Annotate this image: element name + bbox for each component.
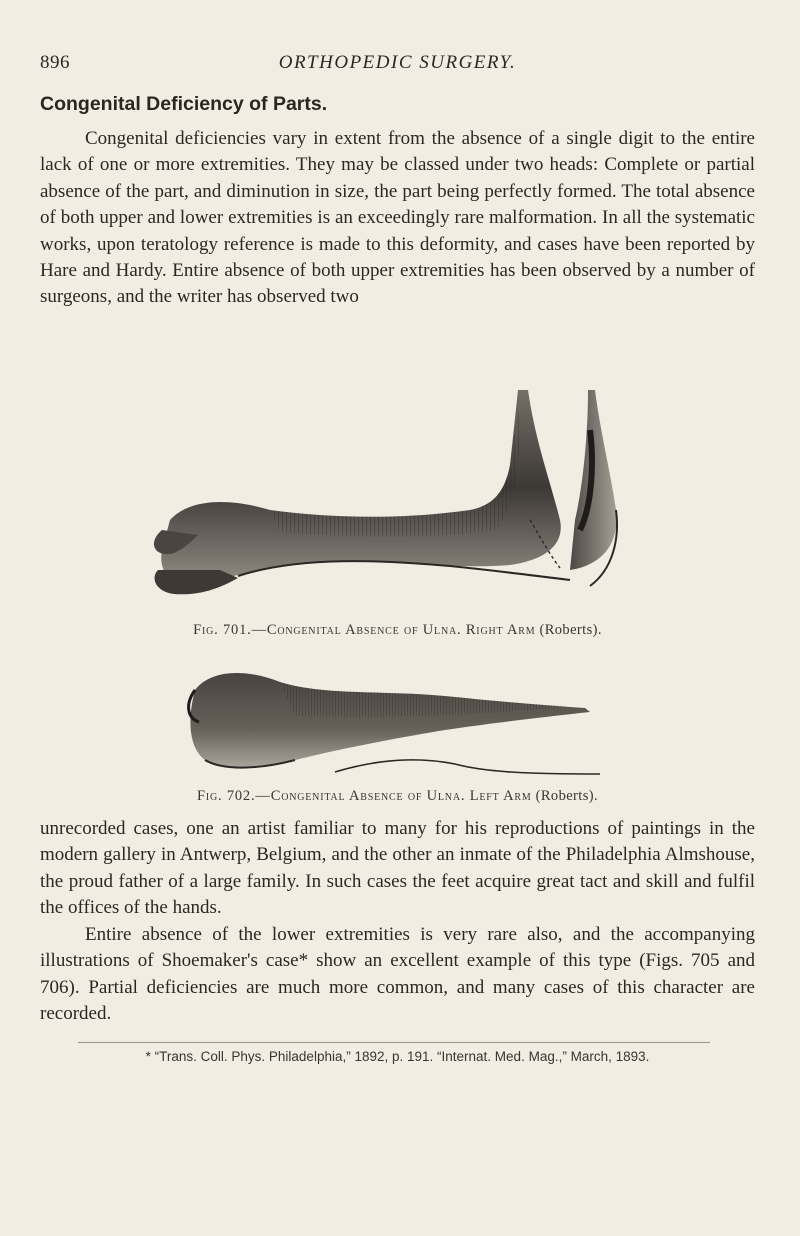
running-title: ORTHOPEDIC SURGERY. [278,52,517,73]
figure-701-caption [40,622,755,639]
figure-702-credit: (Roberts). [535,788,599,804]
figure-701-number: Fig. 701. [193,622,252,638]
page-number: 896 [40,52,70,73]
figure-702-left-arm-illustration [185,660,605,780]
body-paragraph-3: Entire absence of the lower extremities is very rare also, and the accompanying illustrations of Shoemaker's case* show an excellent example of this type (Figs. 705 and 706). Partial deficiencies are much more common, and many cases of this character are recorded. [40,924,755,1025]
body-paragraph-1: Congenital deficiencies vary in extent from the absence of a single digit to the entire lack of one or more extremities. They may be classed under two heads: Complete or partial absence of the part, and diminution in size, the part being perfectly formed. The total absence of both upper and lower extremities is an exceedingly rare malformation. In all the systematic works, upon teratology reference is made to this deformity, and cases have been reported by Hare and Hardy. Entire absence of both upper extremities has been observed by a number of surgeons, and the writer has observed two [40,128,755,308]
footnote: * “Trans. Coll. Phys. Philadelphia,” 1892, p. 191. “Internat. Med. Mag.,” March, 1893. [145,1049,650,1064]
running-head [40,52,755,80]
figure-701-title: —Congenital Absence of Ulna. Right Arm [251,622,536,638]
figure-702-caption [40,788,755,805]
body-paragraph-2: unrecorded cases, one an artist familiar to many for his reproductions of paintings in the modern gallery in Antwerp, Belgium, and the other an inmate of the Philadelphia Almshouse, the proud father of a large family. In such cases the feet acquire great tact and skill and fulfil the offices of the hands. [40,818,755,919]
figure-702-number: Fig. 702. [196,788,256,804]
figure-702-title: —Congenital Absence of Ulna. Left Arm [255,788,532,804]
section-heading: Congenital Deficiency of Parts. [40,93,328,115]
figure-701-right-arm-illustration [150,370,650,610]
footnote-rule [78,1042,710,1043]
figure-701-credit: (Roberts). [539,622,602,638]
